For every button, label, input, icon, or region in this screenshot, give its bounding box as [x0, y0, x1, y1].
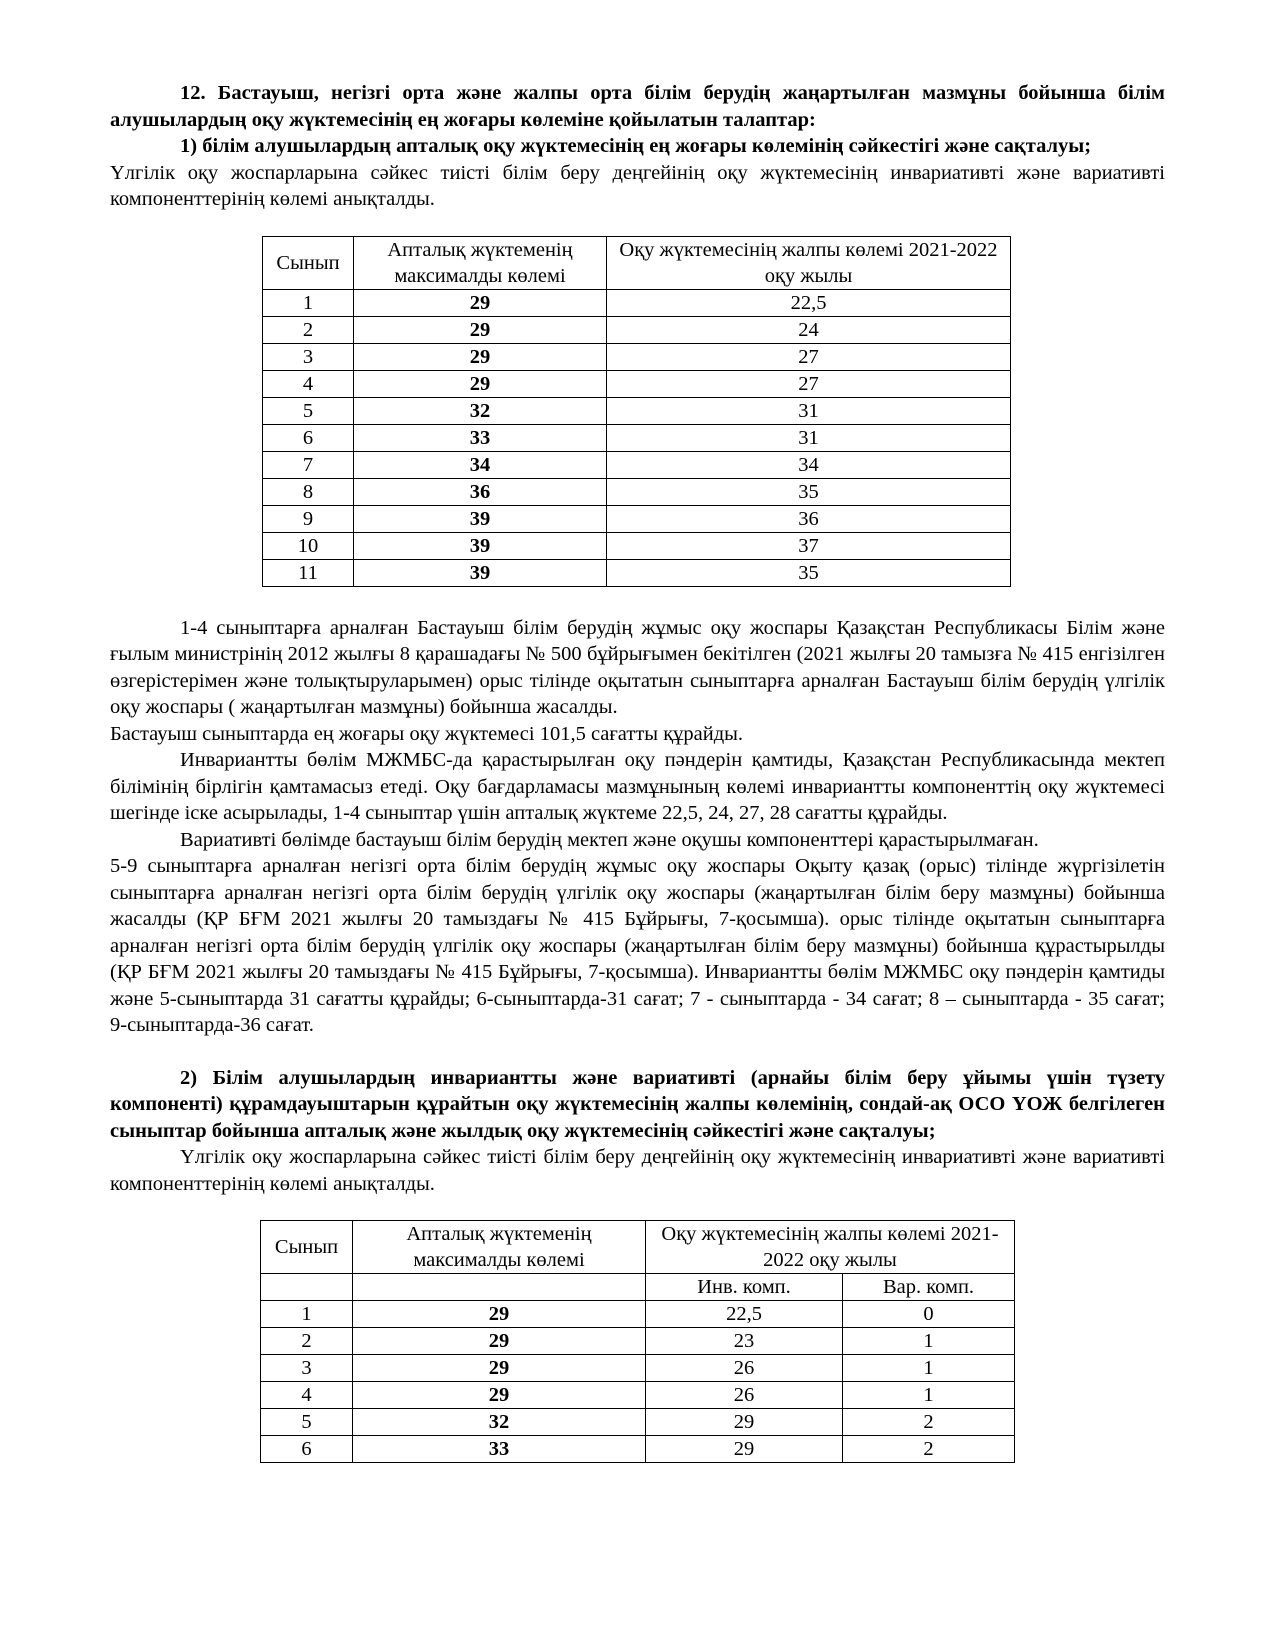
cell-class: 7 [263, 451, 354, 478]
cell-total-load: 27 [607, 343, 1011, 370]
cell-variative: 0 [843, 1301, 1015, 1328]
table-row [263, 532, 1011, 559]
table-row [263, 424, 1011, 451]
cell-max-load: 29 [354, 316, 607, 343]
cell-max-load: 34 [354, 451, 607, 478]
table-row [263, 559, 1011, 586]
cell-max-load: 29 [354, 370, 607, 397]
weekly-load-table [262, 236, 1011, 587]
cell-max-load: 33 [354, 424, 607, 451]
table-row [261, 1382, 1015, 1409]
cell-max-load: 29 [354, 343, 607, 370]
spacer [110, 587, 1165, 615]
cell-invariant: 29 [646, 1409, 843, 1436]
cell-max-load: 32 [353, 1409, 646, 1436]
cell-max-load: 36 [354, 478, 607, 505]
section-2-text: Үлгілік оқу жоспарларына сәйкес тиісті білім беру деңгейінің оқу жүктемесінің инвариативті және вариативті компоненттерінің көлемі анықталды. [110, 1146, 1165, 1195]
cell-invariant: 22,5 [646, 1301, 843, 1328]
cell-class: 3 [261, 1355, 353, 1382]
load-components-table [260, 1220, 1015, 1463]
cell-class: 8 [263, 478, 354, 505]
cell-class: 4 [263, 370, 354, 397]
table-row [261, 1355, 1015, 1382]
cell-class: 9 [263, 505, 354, 532]
section-12-heading: 12. Бастауыш, негізгі орта және жалпы орта білім берудің жаңартылған мазмұны бойынша білім алушылардың оқу жүктемесінің ең жоғары көлеміне қойылатын талаптар: [110, 82, 1165, 131]
spacer [110, 1197, 1165, 1220]
header-class: Сынып [263, 236, 354, 289]
cell-class: 4 [261, 1382, 353, 1409]
cell-class: 6 [261, 1436, 353, 1463]
empty-cell [261, 1274, 353, 1301]
section-2-heading: 2) Білім алушылардың инвариантты және вариативті (арнайы білім беру ұйымы үшін түзету компоненті) құрамдауыштарын құрайтын оқу жүктемесінің жалпы көлемінің, сондай-ақ ОСО ҮОЖ белгілеген сыныптар бойынша апталық және жылдық оқу жүктемесінің сәйкестігі және сақталуы; [110, 1066, 1165, 1142]
cell-class: 5 [261, 1409, 353, 1436]
table-row [261, 1409, 1015, 1436]
table-row [263, 478, 1011, 505]
cell-class: 5 [263, 397, 354, 424]
table-header-row [261, 1221, 1015, 1274]
cell-max-load: 39 [354, 505, 607, 532]
cell-max-load: 39 [354, 532, 607, 559]
table-row [263, 289, 1011, 316]
header-class: Сынып [261, 1221, 353, 1274]
paragraph-basic-secondary-plan: 5-9 сыныптарға арналған негізгі орта білім берудің жұмыс оқу жоспары Оқыту қазақ (орыс) тілінде жүргізілетін сыныптарға арналған негізгі орта білім берудің үлгілік оқу жоспары (жаңартылған білім беру мазмұны) бойынша жасалды (ҚР БҒМ 2021 жылғы 20 тамыздағы № 415 Бұйрығы, 7-қосымша). орыс тілінде оқытатын сыныптарға арналған негізгі орта білім берудің үлгілік оқу жоспары (жаңартылған білім беру мазмұны) бойынша құрастырылды (ҚР БҒМ 2021 жылғы 20 тамыздағы № 415 Бұйрығы, 7-қосымша). Инвариантты бөлім МЖМБС оқу пәндерін қамтиды және 5-сыныптарда 31 сағатты құрайды; 6-сыныптарда-31 сағат; 7 - сыныптарда - 34 сағат; 8 – сыныптарда - 35 сағат; 9-сыныптарда-36 сағат. [110, 855, 1165, 1036]
cell-class: 6 [263, 424, 354, 451]
table-row [261, 1328, 1015, 1355]
table-row [263, 343, 1011, 370]
paragraph-variative-part: Вариативті бөлімде бастауыш білім берудің мектеп және оқушы компоненттері қарастырылмаған. [180, 828, 1039, 851]
cell-max-load: 29 [353, 1301, 646, 1328]
cell-variative: 2 [843, 1409, 1015, 1436]
cell-class: 2 [261, 1328, 353, 1355]
cell-max-load: 29 [353, 1328, 646, 1355]
cell-max-load: 33 [353, 1436, 646, 1463]
cell-total-load: 24 [607, 316, 1011, 343]
cell-variative: 1 [843, 1382, 1015, 1409]
table-row [261, 1301, 1015, 1328]
cell-total-load: 36 [607, 505, 1011, 532]
cell-class: 1 [261, 1301, 353, 1328]
cell-max-load: 29 [353, 1382, 646, 1409]
cell-variative: 1 [843, 1328, 1015, 1355]
cell-max-load: 39 [354, 559, 607, 586]
header-total-load: Оқу жүктемесінің жалпы көлемі 2021-2022 оқу жылы [646, 1221, 1015, 1274]
cell-class: 10 [263, 532, 354, 559]
cell-invariant: 29 [646, 1436, 843, 1463]
cell-invariant: 26 [646, 1355, 843, 1382]
table-header-row [263, 236, 1011, 289]
table-row [263, 316, 1011, 343]
cell-total-load: 31 [607, 397, 1011, 424]
cell-max-load: 29 [353, 1355, 646, 1382]
table-row [263, 451, 1011, 478]
header-total-load: Оқу жүктемесінің жалпы көлемі 2021-2022 оқу жылы [607, 236, 1011, 289]
table-row [263, 505, 1011, 532]
header-max-weekly-load: Апталық жүктеменің максималды көлемі [353, 1221, 646, 1274]
cell-total-load: 31 [607, 424, 1011, 451]
cell-class: 1 [263, 289, 354, 316]
cell-max-load: 32 [354, 397, 607, 424]
cell-total-load: 37 [607, 532, 1011, 559]
cell-max-load: 29 [354, 289, 607, 316]
cell-total-load: 27 [607, 370, 1011, 397]
cell-total-load: 22,5 [607, 289, 1011, 316]
cell-variative: 1 [843, 1355, 1015, 1382]
cell-class: 11 [263, 559, 354, 586]
table-row [261, 1436, 1015, 1463]
cell-invariant: 23 [646, 1328, 843, 1355]
subsection-1-heading: 1) білім алушылардың апталық оқу жүктемесінің ең жоғары көлемінің сәйкестігі және сақталуы; [180, 135, 1092, 157]
cell-variative: 2 [843, 1436, 1015, 1463]
paragraph-primary-plan: 1-4 сыныптарға арналған Бастауыш білім берудің жұмыс оқу жоспары Қазақстан Республикасы Білім және ғылым министрінің 2012 жылғы 8 қарашадағы № 500 бұйрығымен бекітілген (2021 жылғы 20 тамызға № 415 енгізілген өзгерістерімен және толықтыруларымен) орыс тілінде оқытатын сыныптарға арналған Бастауыш білім берудің үлгілік оқу жоспары ( жаңартылған мазмұны) бойынша жасалды. [110, 616, 1165, 718]
table-row [263, 370, 1011, 397]
document-page [110, 80, 1165, 1463]
cell-total-load: 35 [607, 478, 1011, 505]
table-subheader-row [261, 1274, 1015, 1301]
subsection-1-text: Үлгілік оқу жоспарларына сәйкес тиісті білім беру деңгейінің оқу жүктемесінің инвариативті және вариативті компоненттерінің көлемі анықталды. [110, 161, 1165, 210]
header-max-weekly-load: Апталық жүктеменің максималды көлемі [354, 236, 607, 289]
header-invariant-component: Инв. комп. [646, 1274, 843, 1301]
cell-class: 3 [263, 343, 354, 370]
empty-cell [353, 1274, 646, 1301]
paragraph-invariant-part: Инвариантты бөлім МЖМБС-да қарастырылған оқу пәндерін қамтиды, Қазақстан Республикасында мектеп білімінің бірлігін қамтамасыз етеді. Оқу бағдарламасы мазмұнының көлемі инвариантты компоненттің оқу жүктемесі шегінде іске асырылады, 1-4 сыныптар үшін апталық жүктеме 22,5, 24, 27, 28 сағатты құрайды. [110, 749, 1165, 824]
cell-total-load: 34 [607, 451, 1011, 478]
cell-total-load: 35 [607, 559, 1011, 586]
header-variative-component: Вар. комп. [843, 1274, 1015, 1301]
cell-class: 2 [263, 316, 354, 343]
spacer [110, 1039, 1165, 1065]
table-row [263, 397, 1011, 424]
cell-invariant: 26 [646, 1382, 843, 1409]
paragraph-primary-max-load: Бастауыш сыныптарда ең жоғары оқу жүктемесі 101,5 сағатты құрайды. [110, 722, 744, 745]
